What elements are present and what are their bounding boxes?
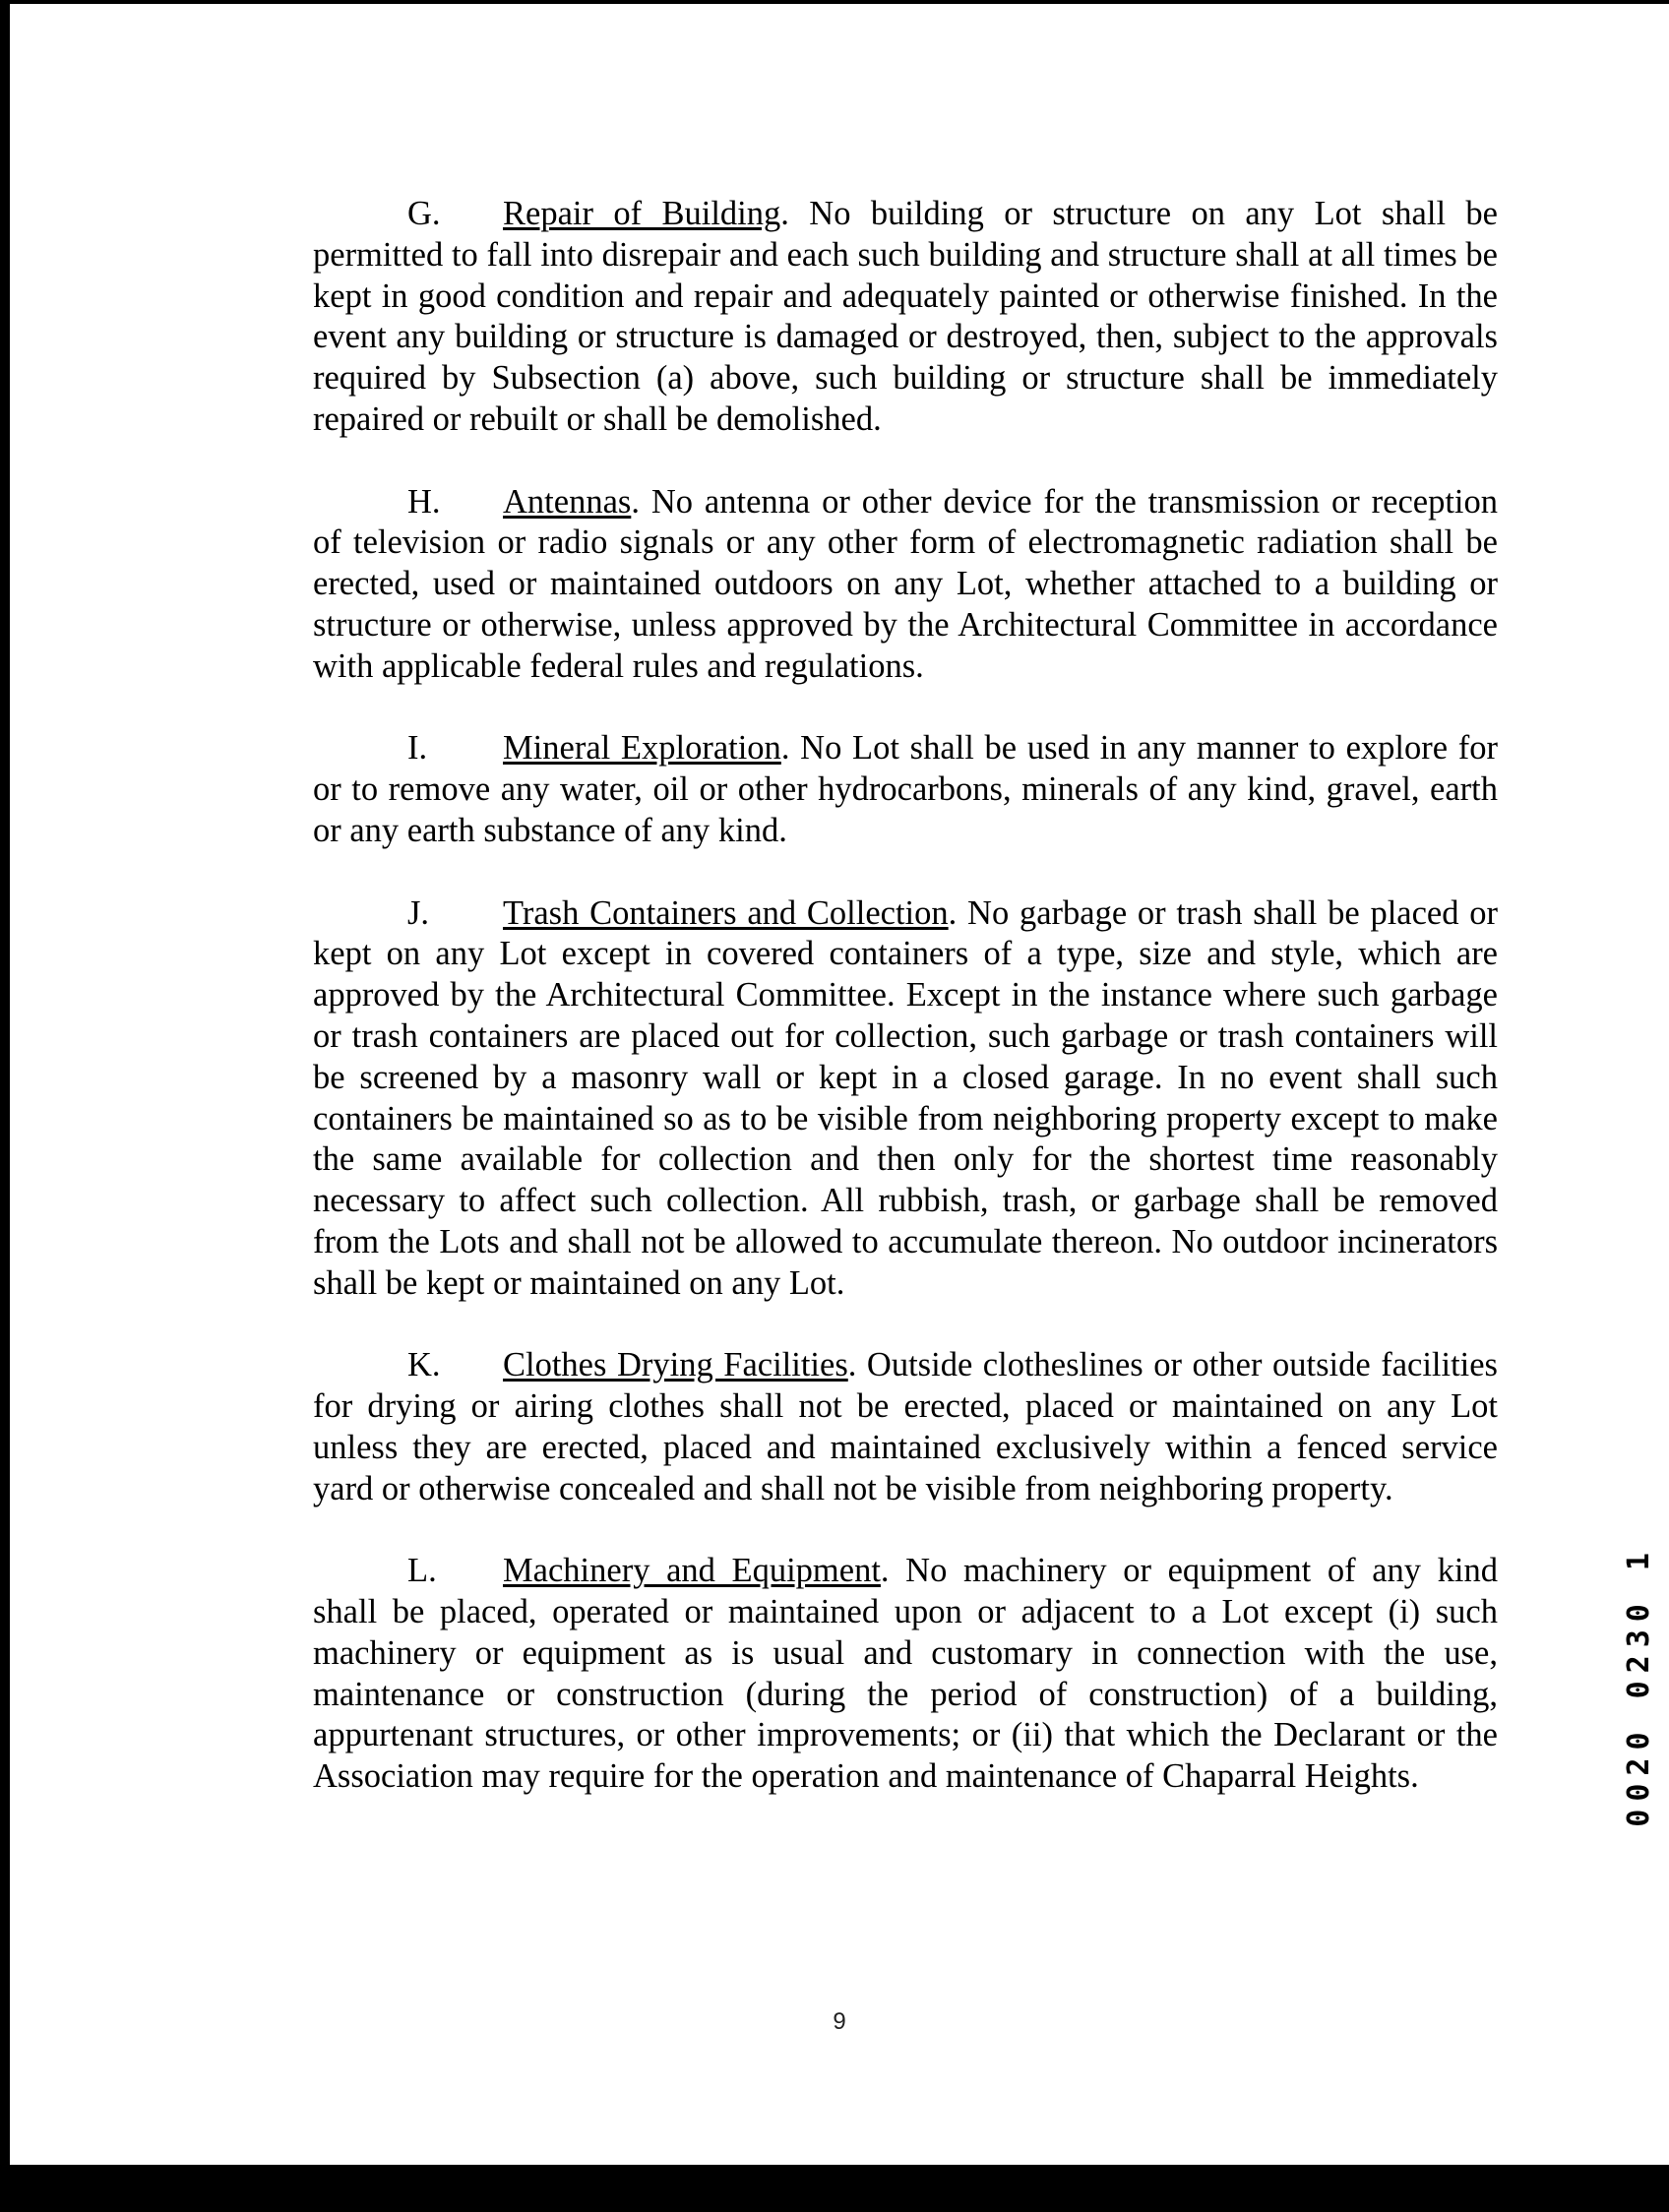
document-body bbox=[313, 194, 1498, 1839]
section-h bbox=[313, 482, 1498, 688]
section-title: Repair of Building bbox=[503, 195, 781, 232]
margin-stamp: 0020 0230 1 bbox=[1622, 1545, 1656, 1827]
section-i bbox=[313, 728, 1498, 851]
section-title: Trash Containers and Collection bbox=[503, 893, 949, 932]
section-l bbox=[313, 1551, 1498, 1798]
section-g bbox=[313, 194, 1498, 441]
section-text: . No antenna or other device for the transmission or reception of television or radio signals or any other form of electromagnetic radiation shall be erected, used or maintained outdoors on any Lot, whether attached to a building or structure or otherwise, unless approved by the Architectural Committee in accordance with applicable federal rules and regulations. bbox=[313, 482, 1498, 685]
document-page bbox=[10, 4, 1669, 2165]
section-j bbox=[313, 893, 1498, 1305]
section-letter: H. bbox=[407, 482, 441, 521]
scan-border bbox=[0, 2165, 1669, 2212]
section-letter: G. bbox=[407, 195, 441, 232]
page-number: 9 bbox=[833, 2008, 846, 2035]
section-letter: L. bbox=[407, 1552, 437, 1590]
section-text: . Outside clotheslines or other outside facilities for drying or airing clothes shall not be erected, placed or maintained on any Lot unless they are erected, placed and maintained exclusively within a fenced service yard or otherwise concealed and shall not be visible from neighboring property. bbox=[313, 1346, 1498, 1507]
section-text: . No machinery or equipment of any kind shall be placed, operated or maintained upon or adjacent to a Lot except (i) such machinery or equipment as is usual and customary in connection with the use, maintenance or construction (during the period of construction) of a building, appurtenant structures, or other improvements; or (ii) that which the Declarant or the Association may require for the operation and maintenance of Chaparral Heights. bbox=[313, 1552, 1498, 1796]
section-k bbox=[313, 1345, 1498, 1509]
section-text: . No building or structure on any Lot shall be permitted to fall into disrepair and each such building and structure shall at all times be kept in good condition and repair and adequately painted or otherwise finished. In the event any building or structure is damaged or destroyed, then, subject to the approvals required by Subsection (a) above, such building or structure shall be immediately repaired or rebuilt or shall be demolished. bbox=[313, 195, 1498, 438]
section-letter: K. bbox=[407, 1346, 441, 1384]
section-text: . No garbage or trash shall be placed or kept on any Lot except in covered containers of a type, size and style, which are approved by the Architectural Committee. Except in the instance where such garbage or trash containers are placed out for collection, such garbage or trash containers will be screened by a masonry wall or kept in a closed garage. In no event shall such containers be maintained so as to be visible from neighboring property except to make the same available for collection and then only for the shortest time reasonably necessary to affect such collection. All rubbish, trash, or garbage shall be removed from the Lots and shall not be allowed to accumulate thereon. No outdoor incinerators shall be kept or maintained on any Lot. bbox=[313, 893, 1498, 1302]
section-title: Machinery and Equipment bbox=[503, 1552, 881, 1590]
section-title: Antennas bbox=[503, 482, 632, 521]
section-letter: J. bbox=[407, 893, 430, 932]
section-title: Mineral Exploration bbox=[503, 729, 781, 768]
section-text: . No Lot shall be used in any manner to explore for or to remove any water, oil or other hydrocarbons, minerals of any kind, gravel, earth or any earth substance of any kind. bbox=[313, 729, 1498, 849]
section-title: Clothes Drying Facilities bbox=[503, 1346, 848, 1384]
section-letter: I. bbox=[407, 729, 428, 768]
